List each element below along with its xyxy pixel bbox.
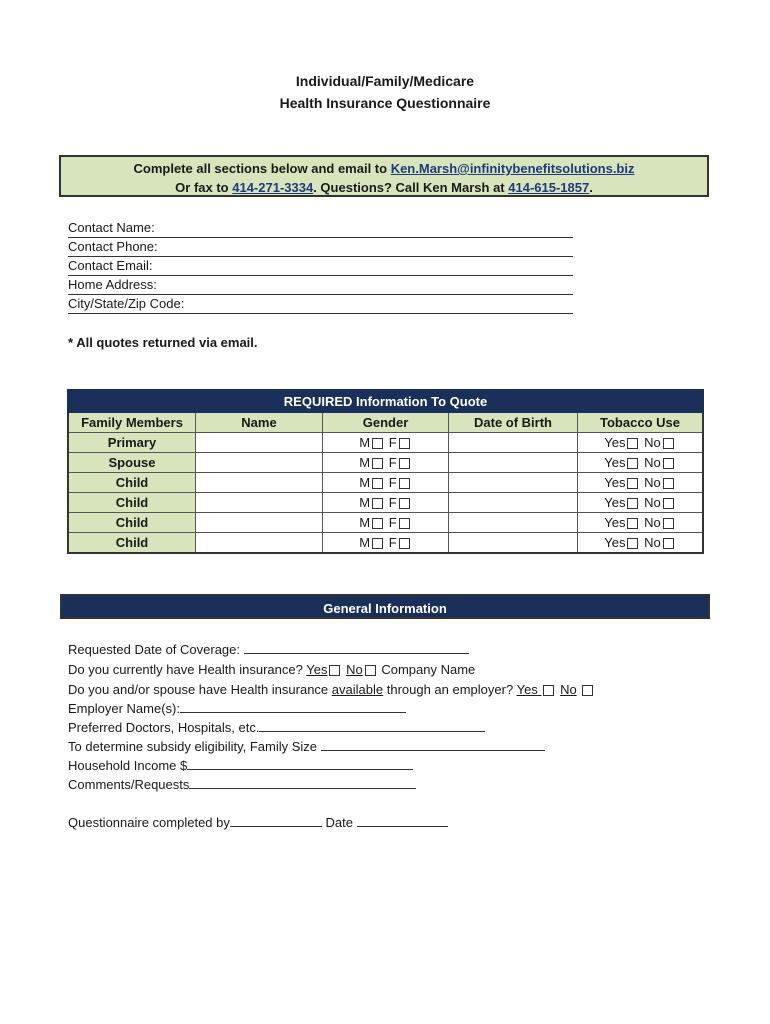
family-size-row	[68, 737, 545, 756]
col-family-members: Family Members	[68, 412, 196, 433]
household-income-label: Household Income $	[68, 758, 188, 773]
checkbox-icon[interactable]	[399, 458, 410, 469]
phone-number[interactable]: 414-615-1857	[508, 180, 590, 195]
gender-m-label: M	[359, 515, 371, 530]
checkbox-icon[interactable]	[372, 518, 383, 529]
name-cell[interactable]	[196, 473, 323, 493]
checkbox-icon[interactable]	[372, 478, 383, 489]
coverage-date-input[interactable]	[244, 641, 469, 654]
gender-cell	[323, 433, 449, 453]
home-address-field[interactable]: Home Address:	[68, 276, 573, 295]
document-title: Individual/Family/Medicare	[295, 73, 475, 89]
questions-text: . Questions? Call Ken Marsh at	[313, 180, 509, 195]
gender-m-label: M	[359, 455, 371, 470]
tobacco-cell	[578, 453, 704, 473]
preferred-doctors-row	[68, 718, 485, 737]
tobacco-cell	[578, 533, 704, 554]
checkbox-icon[interactable]	[663, 538, 674, 549]
table-row	[68, 513, 703, 533]
required-info-table	[67, 389, 704, 554]
employer-insurance-row	[68, 680, 595, 699]
gender-f-label: F	[388, 435, 397, 450]
checkbox-icon[interactable]	[399, 438, 410, 449]
employer-question-suffix: through an employer?	[383, 682, 514, 697]
family-member-cell: Primary	[68, 433, 196, 453]
current-insurance-no[interactable]	[346, 662, 378, 677]
date-input[interactable]	[357, 814, 448, 827]
period: .	[589, 180, 593, 195]
checkbox-icon[interactable]	[399, 498, 410, 509]
family-member-cell: Child	[68, 513, 196, 533]
checkbox-icon[interactable]	[663, 518, 674, 529]
gender-cell	[323, 493, 449, 513]
preferred-doctors-label: Preferred Doctors, Hospitals, etc.	[68, 720, 260, 735]
gender-cell	[323, 513, 449, 533]
checkbox-icon[interactable]	[372, 498, 383, 509]
employer-insurance-yes[interactable]	[517, 682, 557, 697]
tobacco-yes-label: Yes	[604, 515, 626, 530]
dob-cell[interactable]	[449, 453, 578, 473]
required-info-header: REQUIRED Information To Quote	[68, 390, 703, 412]
general-info-header: General Information	[60, 594, 710, 619]
tobacco-yes-label: Yes	[604, 455, 626, 470]
checkbox-icon[interactable]	[372, 438, 383, 449]
household-income-row	[68, 756, 413, 775]
checkbox-icon[interactable]	[663, 438, 674, 449]
completed-by-input[interactable]	[230, 814, 322, 827]
tobacco-no-label: No	[644, 515, 661, 530]
tobacco-cell	[578, 513, 704, 533]
gender-m-label: M	[359, 475, 371, 490]
instructions-text: Complete all sections below and email to	[133, 161, 391, 176]
family-size-input[interactable]	[321, 738, 545, 751]
tobacco-yes-label: Yes	[604, 475, 626, 490]
yes-label: Yes	[516, 682, 538, 697]
tobacco-no-label: No	[644, 495, 661, 510]
quotes-note: * All quotes returned via email.	[68, 335, 258, 350]
checkbox-icon[interactable]	[329, 665, 340, 676]
no-label: No	[560, 682, 577, 697]
checkbox-icon[interactable]	[627, 518, 638, 529]
tobacco-cell	[578, 433, 704, 453]
col-gender: Gender	[323, 412, 449, 433]
contact-phone-field[interactable]: Contact Phone:	[68, 238, 573, 257]
dob-cell[interactable]	[449, 433, 578, 453]
gender-f-label: F	[388, 455, 397, 470]
comments-input[interactable]	[189, 776, 416, 789]
checkbox-icon[interactable]	[582, 685, 593, 696]
current-insurance-label: Do you currently have Health insurance?	[68, 662, 303, 677]
gender-m-label: M	[359, 495, 371, 510]
col-tobacco-use: Tobacco Use	[578, 412, 704, 433]
checkbox-icon[interactable]	[399, 518, 410, 529]
coverage-date-row	[68, 640, 469, 659]
gender-cell	[323, 473, 449, 493]
table-row	[68, 493, 703, 513]
employer-names-input[interactable]	[180, 700, 406, 713]
city-state-zip-field[interactable]: City/State/Zip Code:	[68, 295, 573, 314]
tobacco-cell	[578, 473, 704, 493]
tobacco-yes-label: Yes	[604, 535, 626, 550]
coverage-date-label: Requested Date of Coverage:	[68, 642, 240, 657]
gender-f-label: F	[388, 495, 397, 510]
gender-f-label: F	[388, 515, 397, 530]
tobacco-no-label: No	[644, 455, 661, 470]
gender-f-label: F	[388, 475, 397, 490]
checkbox-icon[interactable]	[372, 538, 383, 549]
checkbox-icon[interactable]	[663, 458, 674, 469]
tobacco-no-label: No	[644, 435, 661, 450]
checkbox-icon[interactable]	[627, 438, 638, 449]
col-name: Name	[196, 412, 323, 433]
instructions-line-2	[61, 178, 707, 197]
family-member-cell: Child	[68, 493, 196, 513]
current-insurance-row	[68, 660, 475, 679]
dob-cell[interactable]	[449, 493, 578, 513]
name-cell[interactable]	[196, 433, 323, 453]
document-subtitle: Health Insurance Questionnaire	[279, 95, 491, 111]
completed-by-label: Questionnaire completed by	[68, 815, 230, 830]
instructions-line-1	[61, 159, 707, 178]
employer-names-row	[68, 699, 406, 718]
instructions-box	[59, 155, 709, 197]
employer-insurance-no[interactable]	[560, 682, 577, 697]
household-income-input[interactable]	[187, 757, 413, 770]
dob-cell[interactable]	[449, 513, 578, 533]
tobacco-no-label: No	[644, 475, 661, 490]
completed-by-row	[68, 813, 448, 832]
table-row	[68, 433, 703, 453]
comments-label: Comments/Requests	[68, 777, 190, 792]
checkbox-icon[interactable]	[399, 538, 410, 549]
table-row	[68, 533, 703, 554]
tobacco-yes-label: Yes	[604, 435, 626, 450]
fax-number[interactable]: 414-271-3334	[232, 180, 314, 195]
table-row	[68, 473, 703, 493]
family-member-cell: Child	[68, 473, 196, 493]
gender-m-label: M	[359, 435, 371, 450]
dob-cell[interactable]	[449, 473, 578, 493]
yes-label: Yes	[306, 662, 328, 677]
name-cell[interactable]	[196, 513, 323, 533]
checkbox-icon[interactable]	[543, 685, 554, 696]
contact-email-field[interactable]: Contact Email:	[68, 257, 573, 276]
checkbox-icon[interactable]	[663, 478, 674, 489]
company-name-label: Company Name	[381, 662, 476, 677]
family-size-label: To determine subsidy eligibility, Family Size	[68, 739, 318, 754]
name-cell[interactable]	[196, 453, 323, 473]
no-label: No	[346, 662, 363, 677]
col-date-of-birth: Date of Birth	[449, 412, 578, 433]
checkbox-icon[interactable]	[365, 665, 376, 676]
table-row	[68, 453, 703, 473]
employer-question-prefix: Do you and/or spouse have Health insurance	[68, 682, 332, 697]
gender-f-label: F	[388, 535, 397, 550]
checkbox-icon[interactable]	[399, 478, 410, 489]
employer-names-label: Employer Name(s):	[68, 701, 180, 716]
dob-cell[interactable]	[449, 533, 578, 554]
gender-cell	[323, 533, 449, 554]
comments-row	[68, 775, 416, 794]
name-cell[interactable]	[196, 533, 323, 554]
checkbox-icon[interactable]	[627, 538, 638, 549]
email-link[interactable]: Ken.Marsh@infinitybenefitsolutions.biz	[390, 161, 635, 176]
fax-label: Or fax to	[175, 180, 233, 195]
contact-name-field[interactable]: Contact Name:	[68, 219, 573, 238]
tobacco-yes-label: Yes	[604, 495, 626, 510]
name-cell[interactable]	[196, 493, 323, 513]
employer-question-available: available	[331, 682, 384, 697]
checkbox-icon[interactable]	[372, 458, 383, 469]
date-label: Date	[325, 815, 353, 830]
gender-m-label: M	[359, 535, 371, 550]
current-insurance-yes[interactable]	[306, 662, 342, 677]
gender-cell	[323, 453, 449, 473]
tobacco-no-label: No	[644, 535, 661, 550]
checkbox-icon[interactable]	[627, 458, 638, 469]
preferred-doctors-input[interactable]	[259, 719, 485, 732]
checkbox-icon[interactable]	[627, 498, 638, 509]
checkbox-icon[interactable]	[627, 478, 638, 489]
tobacco-cell	[578, 493, 704, 513]
family-member-cell: Spouse	[68, 453, 196, 473]
checkbox-icon[interactable]	[663, 498, 674, 509]
family-member-cell: Child	[68, 533, 196, 554]
